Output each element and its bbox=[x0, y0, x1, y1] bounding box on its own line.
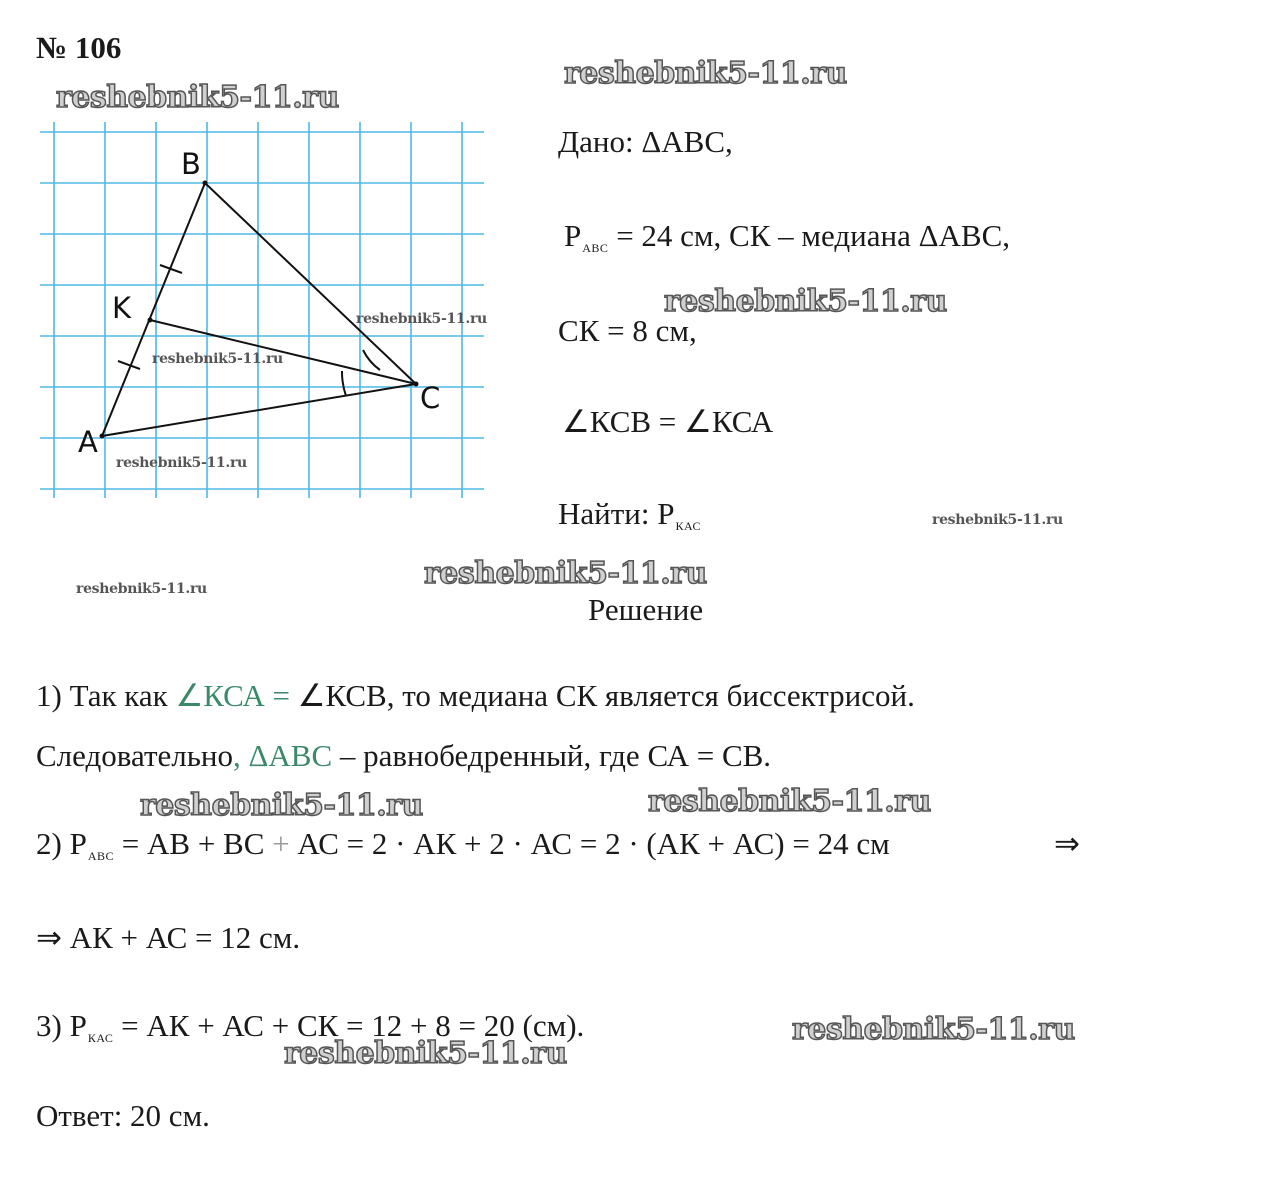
vertex-k bbox=[148, 318, 153, 323]
given-ck: СК = 8 см, bbox=[558, 313, 697, 348]
given-angles: ∠КСВ = ∠КСА bbox=[562, 404, 774, 439]
label-c: C bbox=[420, 381, 441, 415]
label-a: A bbox=[78, 425, 98, 459]
step-1b-text-b: , ΔАВС bbox=[232, 738, 333, 773]
vertex-b bbox=[203, 181, 208, 186]
step-1-conclusion bbox=[36, 738, 771, 774]
watermark: reshebnik5-11.ru bbox=[56, 80, 339, 115]
watermark-small: reshebnik5-11.ru bbox=[76, 581, 207, 597]
problem-number: № 106 bbox=[36, 30, 122, 65]
step-2-number: 2) P bbox=[36, 826, 87, 861]
vertex-c bbox=[414, 382, 419, 387]
watermark-small: reshebnik5-11.ru bbox=[356, 311, 487, 327]
step-1-text-c: ∠КСВ, то медиана СК является биссектрисой. bbox=[297, 678, 915, 713]
label-b: B bbox=[181, 147, 201, 181]
step-2 bbox=[36, 826, 890, 864]
perimeter-subscript: АВС bbox=[582, 241, 609, 255]
step-2-result: ⇒ АК + АС = 12 см. bbox=[36, 920, 301, 955]
label-k: K bbox=[112, 291, 132, 325]
perimeter-text: = 24 см, СК – медиана ΔАВС, bbox=[608, 218, 1011, 253]
grid bbox=[40, 122, 484, 498]
vertex-a bbox=[100, 434, 105, 439]
watermark: reshebnik5-11.ru bbox=[424, 556, 707, 591]
find-subscript: КАС bbox=[675, 519, 702, 533]
answer: Ответ: 20 см. bbox=[36, 1098, 210, 1133]
step-1-text-a: 1) Так как bbox=[36, 678, 176, 713]
watermark: reshebnik5-11.ru bbox=[664, 284, 947, 319]
step-1b-text-a: Следовательно bbox=[36, 738, 233, 773]
step-2-subscript: АВС bbox=[87, 849, 115, 863]
step-1-text-b: ∠КСА = bbox=[175, 678, 298, 713]
step-3-subscript: КАС bbox=[87, 1031, 114, 1045]
watermark: reshebnik5-11.ru bbox=[284, 1036, 567, 1071]
watermark: reshebnik5-11.ru bbox=[564, 56, 847, 91]
vertices bbox=[100, 181, 419, 439]
step-2-text-c: АС = 2 · АК + 2 · АС = 2 · (АК + АС) = 24 см bbox=[289, 826, 890, 861]
watermark: reshebnik5-11.ru bbox=[792, 1012, 1075, 1047]
watermark-small: reshebnik5-11.ru bbox=[116, 455, 247, 471]
given-perimeter bbox=[564, 218, 1010, 256]
step-2-text-b: + bbox=[272, 826, 290, 861]
perimeter-symbol: P bbox=[564, 218, 582, 253]
watermark: reshebnik5-11.ru bbox=[140, 788, 423, 823]
step-3 bbox=[36, 1008, 584, 1046]
step-3-text: = АК + АС + СК = 12 + 8 = 20 (см). bbox=[113, 1008, 585, 1043]
step-1b-text-c: – равнобедренный, где СА = СВ. bbox=[332, 738, 772, 773]
given-label: Дано: ΔАВС, bbox=[558, 124, 733, 159]
step-2-text-a: = АВ + ВС bbox=[114, 826, 273, 861]
implies-arrow: ⇒ bbox=[1054, 826, 1080, 861]
watermark-small: reshebnik5-11.ru bbox=[152, 351, 283, 367]
watermark: reshebnik5-11.ru bbox=[648, 784, 931, 819]
angle-arc-kca bbox=[342, 371, 346, 396]
side-ac bbox=[102, 384, 416, 436]
angle-arc-kcb bbox=[363, 350, 380, 370]
step-1 bbox=[36, 678, 915, 714]
find-label: Найти: P bbox=[558, 496, 675, 531]
find-line bbox=[558, 496, 701, 534]
triangle bbox=[102, 183, 416, 436]
solution-title: Решение bbox=[588, 592, 704, 627]
watermark-small: reshebnik5-11.ru bbox=[932, 512, 1063, 528]
step-3-number: 3) P bbox=[36, 1008, 87, 1043]
